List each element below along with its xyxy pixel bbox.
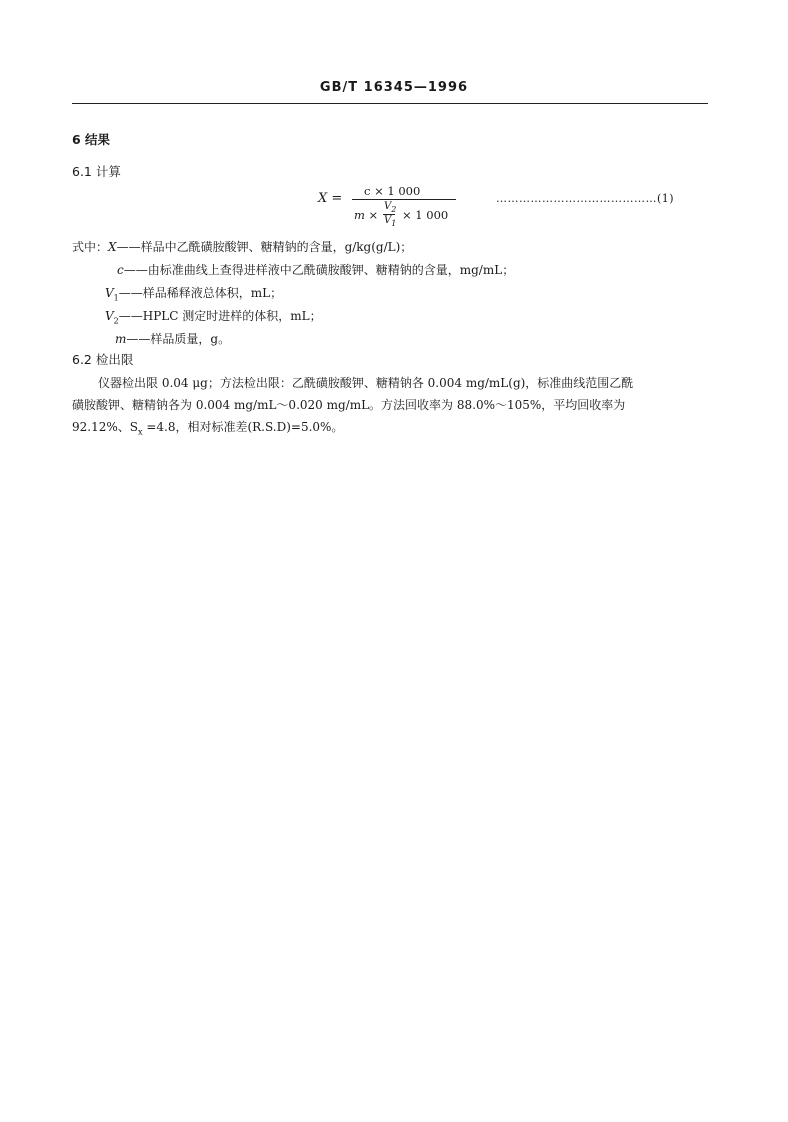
where-line-c xyxy=(117,263,514,277)
formula-fraction-bar xyxy=(352,199,456,200)
section-6-2-paragraph-line-2: 磺胺酸钾、糖精钠各为 0.004 mg/mL～0.020 mg/mL。方法回收率为 88.0%～105%，平均回收率为 xyxy=(72,398,626,412)
formula-v2-symbol: V xyxy=(384,201,392,212)
formula-number-leader: ……………………………………(1) xyxy=(496,192,675,205)
where-line-v2 xyxy=(105,309,322,328)
where-description: ——样品中乙酰磺胺酸钾、糖精钠的含量，g/kg(g/L)； xyxy=(116,240,413,254)
where-description: ——由标准曲线上查得进样液中乙酰磺胺酸钾、糖精钠的含量，mg/mL； xyxy=(123,263,515,277)
formula-denominator-rest: × 1 000 xyxy=(402,208,449,222)
formula-v2-subscript: 2 xyxy=(391,205,397,214)
line-3-part-b: =4.8，相对标准差(R.S.D)=5.0%。 xyxy=(142,420,344,434)
formula-v1-subscript: 1 xyxy=(391,219,397,228)
where-symbol: X xyxy=(108,240,117,254)
where-line-v1 xyxy=(105,286,282,305)
section-6-2-paragraph-line-3 xyxy=(72,420,343,439)
where-intro: 式中： xyxy=(72,240,109,254)
where-description: ——样品稀释液总体积，mL； xyxy=(118,286,283,300)
section-6-1-title: 6.1 计算 xyxy=(72,164,121,179)
formula-v2 xyxy=(384,201,396,214)
standard-code-header: GB/T 16345—1996 xyxy=(319,80,469,95)
formula-numerator: c × 1 000 xyxy=(364,184,421,198)
formula-lhs: X = xyxy=(318,191,343,206)
formula-v1-symbol: V xyxy=(384,215,392,226)
formula-den-m-text: m × xyxy=(354,208,379,222)
where-symbol: V xyxy=(105,309,114,323)
where-symbol-subscript: 1 xyxy=(113,293,119,303)
header-rule xyxy=(72,103,708,104)
where-description: ——HPLC 测定时进样的体积，mL； xyxy=(118,309,322,323)
formula-denominator-m xyxy=(354,208,378,222)
section-6-2-title: 6.2 检出限 xyxy=(72,352,134,367)
line-3-part-a: 92.12%、S xyxy=(72,420,138,434)
where-symbol: V xyxy=(105,286,114,300)
section-6-title: 6 结果 xyxy=(72,132,111,147)
line-3-subscript: x xyxy=(137,427,143,437)
where-line-m xyxy=(115,332,230,346)
where-symbol-subscript: 2 xyxy=(113,316,119,326)
where-symbol: c xyxy=(117,263,124,277)
where-symbol: m xyxy=(115,332,127,346)
section-6-2-paragraph-line-1: 仪器检出限 0.04 μg；方法检出限：乙酰磺胺酸钾、糖精钠各 0.004 mg/mL(g)，标准曲线范围乙酰 xyxy=(98,376,634,390)
where-description: ——样品质量，g。 xyxy=(126,332,231,346)
where-line-x xyxy=(72,240,412,254)
formula-v1 xyxy=(384,215,396,228)
